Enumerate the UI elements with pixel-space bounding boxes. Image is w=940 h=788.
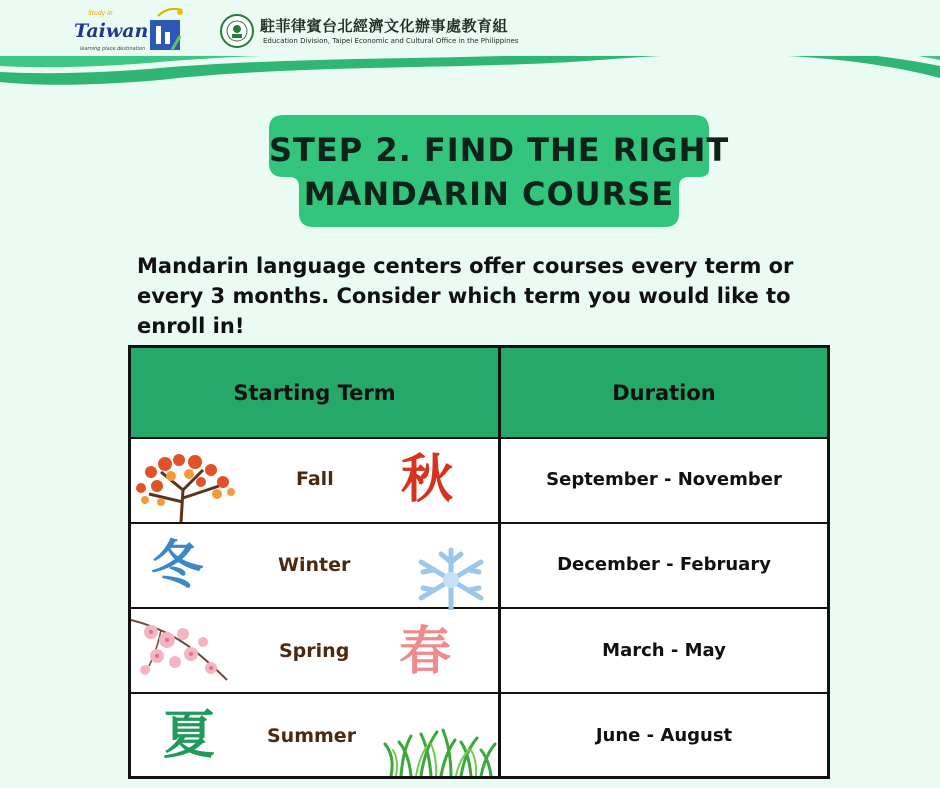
header-starting-term: Starting Term <box>131 348 498 437</box>
spring-character: 春 <box>399 621 452 682</box>
grass-icon <box>381 720 498 776</box>
duration-spring: March - May <box>602 640 726 661</box>
term-label-winter: Winter <box>278 554 351 576</box>
taiwan-logo-word: Taiwan <box>74 20 149 42</box>
header-band <box>0 0 940 100</box>
taiwan-logo-small: Study in <box>88 10 113 17</box>
duration-summer: June - August <box>595 725 733 746</box>
autumn-tree-icon <box>131 442 241 522</box>
summer-character: 夏 <box>163 705 216 766</box>
row-divider <box>131 522 827 524</box>
study-in-taiwan-logo <box>74 6 194 54</box>
org-name-zh: 駐菲律賓台北經濟文化辦事處教育組 <box>260 17 509 35</box>
taiwan-logo-mark <box>146 6 186 52</box>
taiwan-logo-tag: learning place destination <box>80 46 146 52</box>
header-duration: Duration <box>501 348 827 437</box>
duration-winter: December - February <box>557 554 771 575</box>
snowflake-icon <box>381 540 498 610</box>
winter-character: 冬 <box>151 535 204 596</box>
term-label-spring: Spring <box>279 640 350 662</box>
ministry-badge-icon <box>220 14 254 48</box>
duration-fall: September - November <box>546 469 782 490</box>
title-line-2: MANDARIN COURSE <box>303 175 675 213</box>
org-name-en: Education Division, Taipei Economic and Cultural Office in the Philippines <box>263 37 519 45</box>
title-box <box>269 115 730 227</box>
fall-character: 秋 <box>401 449 454 510</box>
term-label-summer: Summer <box>267 725 357 747</box>
course-term-table <box>128 345 830 779</box>
term-label-fall: Fall <box>296 468 334 490</box>
row-divider <box>131 692 827 694</box>
title-line-1: STEP 2. FIND THE RIGHT <box>269 131 730 169</box>
row-divider <box>131 437 827 439</box>
intro-text: Mandarin language centers offer courses every term or every 3 months. Consider which term you would like to enroll in! <box>137 254 794 338</box>
cherry-blossom-icon <box>131 610 241 686</box>
